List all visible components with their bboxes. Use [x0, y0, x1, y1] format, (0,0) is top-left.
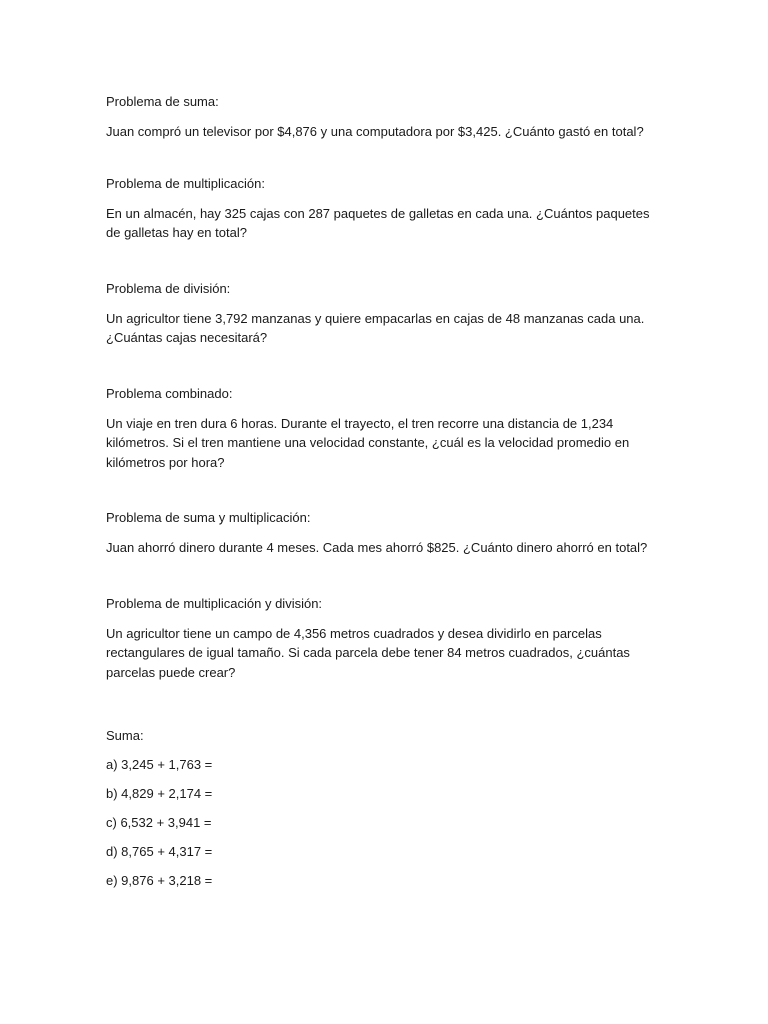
exercise-item: d) 8,765 + 4,317 = [106, 844, 213, 859]
problem-title: Problema de suma: [106, 94, 219, 109]
exercise-item: c) 6,532 + 3,941 = [106, 815, 212, 830]
problem-text: Un viaje en tren dura 6 horas. Durante el trayecto, el tren recorre una distancia de 1,234 kilómetros. Si el tren mantiene una velocidad constante, ¿cuál es la velocidad promedio en kilómetros por hora? [106, 415, 630, 470]
problem-text: En un almacén, hay 325 cajas con 287 paquetes de galletas en cada una. ¿Cuántos paquetes de galletas hay en total? [106, 205, 650, 240]
exercise-item: a) 3,245 + 1,763 = [106, 757, 213, 772]
problem-suma [106, 92, 666, 142]
problem-text: Juan ahorró dinero durante 4 meses. Cada mes ahorró $825. ¿Cuánto dinero ahorró en total? [106, 540, 648, 555]
problem-division [106, 279, 666, 348]
exercise-item: b) 4,829 + 2,174 = [106, 786, 213, 801]
problem-text: Un agricultor tiene 3,792 manzanas y quiere empacarlas en cajas de 48 manzanas cada una. ¿Cuántas cajas necesitará? [106, 310, 645, 345]
problem-title: Problema combinado: [106, 385, 233, 401]
problem-title: Problema de multiplicación y división: [106, 595, 323, 611]
problem-title: Problema de suma y multiplicación: [106, 510, 311, 525]
document-page [106, 92, 666, 891]
problem-title: Problema de multiplicación: [106, 175, 265, 191]
exercises-title: Suma: [106, 728, 144, 743]
exercise-item: e) 9,876 + 3,218 = [106, 873, 213, 888]
problem-combinado [106, 384, 666, 473]
problem-text: Un agricultor tiene un campo de 4,356 metros cuadrados y desea dividirlo en parcelas rectangulares de igual tamaño. Si cada parcela debe tener 84 metros cuadrados, ¿cuántas parcelas puede crear? [106, 625, 630, 680]
problem-multiplicacion [106, 174, 666, 243]
exercises-suma [106, 726, 666, 891]
problem-text: Juan compró un televisor por $4,876 y una computadora por $3,425. ¿Cuánto gastó en total? [106, 124, 644, 139]
problem-multiplicacion-division [106, 594, 666, 683]
problem-suma-multiplicacion [106, 508, 666, 558]
problem-title: Problema de división: [106, 280, 231, 296]
